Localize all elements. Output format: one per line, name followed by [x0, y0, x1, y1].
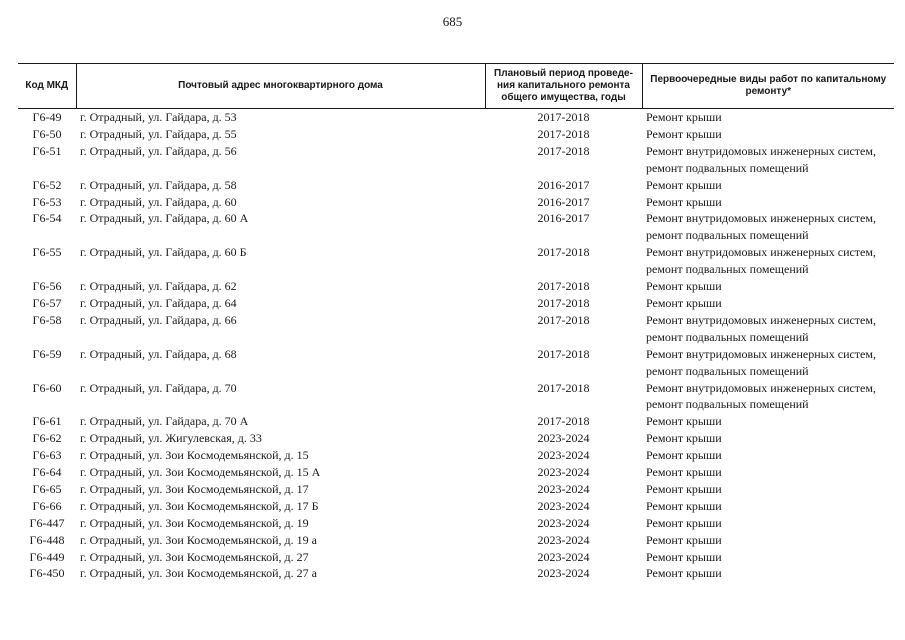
cell-address: г. Отрадный, ул. Гайдара, д. 56 — [80, 143, 237, 158]
table-row — [18, 126, 894, 143]
cell-address: г. Отрадный, ул. Гайдара, д. 68 — [80, 346, 237, 361]
cell-address: г. Отрадный, ул. Зои Космодемьянской, д. 19 — [80, 515, 309, 530]
work-type-line: Ремонт крыши — [646, 448, 722, 463]
cell-address: г. Отрадный, ул. Зои Космодемьянской, д. 15 А — [80, 465, 321, 480]
work-type-line: Ремонт внутридомовых инженерных систем, — [646, 380, 876, 395]
cell-period: 2023-2024 — [537, 465, 590, 480]
cell-address: г. Отрадный, ул. Гайдара, д. 70 — [80, 380, 237, 395]
cell-work-types — [642, 295, 894, 312]
table-row — [18, 177, 894, 194]
cell-code: Г6-64 — [32, 465, 62, 480]
cell-address: г. Отрадный, ул. Зои Космодемьянской, д. 27 — [80, 549, 309, 564]
cell-code: Г6-52 — [32, 177, 62, 192]
cell-code: Г6-58 — [32, 312, 62, 327]
table-row — [18, 109, 894, 126]
cell-address: г. Отрадный, ул. Зои Космодемьянской, д. 19 а — [80, 532, 317, 547]
work-type-line: ремонт подвальных помещений — [646, 397, 809, 412]
work-type-line: Ремонт крыши — [646, 566, 722, 581]
cell-work-types — [642, 565, 894, 582]
cell-period: 2017-2018 — [537, 279, 590, 294]
cell-code: Г6-450 — [29, 566, 65, 581]
cell-address: г. Отрадный, ул. Зои Космодемьянской, д. 17 — [80, 481, 309, 496]
cell-address: г. Отрадный, ул. Гайдара, д. 62 — [80, 279, 237, 294]
cell-work-types — [642, 312, 894, 346]
cell-work-types — [642, 549, 894, 566]
work-type-line: Ремонт крыши — [646, 549, 722, 564]
page-number: 685 — [442, 14, 463, 29]
cell-code: Г6-447 — [29, 515, 65, 530]
cell-code: Г6-65 — [32, 481, 62, 496]
cell-code: Г6-56 — [32, 279, 62, 294]
table-row — [18, 532, 894, 549]
cell-period: 2017-2018 — [537, 126, 590, 141]
table-row — [18, 430, 894, 447]
cell-period: 2023-2024 — [537, 549, 590, 564]
work-type-line: Ремонт крыши — [646, 126, 722, 141]
cell-code: Г6-62 — [32, 431, 62, 446]
cell-work-types — [642, 177, 894, 194]
cell-work-types — [642, 498, 894, 515]
cell-period: 2023-2024 — [537, 515, 590, 530]
table-row — [18, 312, 894, 346]
table-row — [18, 210, 894, 244]
cell-code: Г6-51 — [32, 143, 62, 158]
table-row — [18, 346, 894, 380]
work-type-line: Ремонт крыши — [646, 279, 722, 294]
work-type-line: Ремонт внутридомовых инженерных систем, — [646, 346, 876, 361]
cell-period: 2016-2017 — [537, 177, 590, 192]
cell-code: Г6-61 — [32, 414, 62, 429]
cell-code: Г6-57 — [32, 295, 62, 310]
cell-code: Г6-50 — [32, 126, 62, 141]
cell-address: г. Отрадный, ул. Жигулевская, д. 33 — [80, 431, 262, 446]
work-type-line: Ремонт крыши — [646, 431, 722, 446]
work-type-line: Ремонт крыши — [646, 295, 722, 310]
work-type-line: Ремонт крыши — [646, 515, 722, 530]
header-work-types: Первоочередные виды работ по капитальному ремонту* — [642, 64, 894, 109]
cell-period: 2023-2024 — [537, 431, 590, 446]
cell-work-types — [642, 109, 894, 126]
cell-address: г. Отрадный, ул. Гайдара, д. 70 А — [80, 414, 249, 429]
cell-work-types — [642, 194, 894, 211]
table-row — [18, 464, 894, 481]
cell-period: 2017-2018 — [537, 414, 590, 429]
cell-work-types — [642, 447, 894, 464]
cell-period: 2017-2018 — [537, 245, 590, 260]
cell-code: Г6-59 — [32, 346, 62, 361]
table-row — [18, 143, 894, 177]
cell-period: 2023-2024 — [537, 498, 590, 513]
cell-code: Г6-54 — [32, 211, 62, 226]
work-type-line: ремонт подвальных помещений — [646, 160, 809, 175]
cell-address: г. Отрадный, ул. Гайдара, д. 53 — [80, 110, 237, 124]
work-type-line: Ремонт крыши — [646, 465, 722, 480]
cell-period: 2017-2018 — [537, 312, 590, 327]
table-row — [18, 481, 894, 498]
table-row — [18, 194, 894, 211]
cell-work-types — [642, 210, 894, 244]
cell-code: Г6-55 — [32, 245, 62, 260]
work-type-line: Ремонт крыши — [646, 110, 722, 124]
cell-work-types — [642, 430, 894, 447]
cell-work-types — [642, 532, 894, 549]
cell-address: г. Отрадный, ул. Гайдара, д. 64 — [80, 295, 237, 310]
cell-address: г. Отрадный, ул. Гайдара, д. 60 — [80, 194, 237, 209]
cell-work-types — [642, 278, 894, 295]
table-row — [18, 244, 894, 278]
cell-period: 2016-2017 — [537, 194, 590, 209]
cell-address: г. Отрадный, ул. Зои Космодемьянской, д. 27 а — [80, 566, 317, 581]
cell-code: Г6-66 — [32, 498, 62, 513]
cell-work-types — [642, 380, 894, 414]
cell-period: 2017-2018 — [537, 143, 590, 158]
cell-period: 2023-2024 — [537, 481, 590, 496]
cell-code: Г6-53 — [32, 194, 62, 209]
work-type-line: Ремонт крыши — [646, 481, 722, 496]
table-row — [18, 278, 894, 295]
header-address: Почтовый адрес многоквартирного дома — [76, 64, 485, 109]
table-row — [18, 380, 894, 414]
header-period: Плановый период проведе-ния капитального ремонта общего имущества, годы — [485, 64, 642, 109]
work-type-line: Ремонт крыши — [646, 498, 722, 513]
cell-address: г. Отрадный, ул. Зои Космодемьянской, д. 17 Б — [80, 498, 319, 513]
cell-work-types — [642, 464, 894, 481]
work-type-line: ремонт подвальных помещений — [646, 262, 809, 277]
cell-code: Г6-449 — [29, 549, 65, 564]
cell-period: 2017-2018 — [537, 110, 590, 124]
cell-work-types — [642, 126, 894, 143]
cell-code: Г6-49 — [32, 110, 62, 124]
cell-address: г. Отрадный, ул. Гайдара, д. 55 — [80, 126, 237, 141]
work-type-line: Ремонт крыши — [646, 532, 722, 547]
cell-address: г. Отрадный, ул. Гайдара, д. 58 — [80, 177, 237, 192]
cell-period: 2023-2024 — [537, 448, 590, 463]
work-type-line: ремонт подвальных помещений — [646, 329, 809, 344]
cell-code: Г6-63 — [32, 448, 62, 463]
work-type-line: Ремонт крыши — [646, 177, 722, 192]
cell-work-types — [642, 413, 894, 430]
cell-period: 2023-2024 — [537, 532, 590, 547]
cell-period: 2023-2024 — [537, 566, 590, 581]
work-type-line: Ремонт крыши — [646, 414, 722, 429]
cell-work-types — [642, 481, 894, 498]
cell-address: г. Отрадный, ул. Гайдара, д. 66 — [80, 312, 237, 327]
cell-code: Г6-448 — [29, 532, 65, 547]
cell-work-types — [642, 346, 894, 380]
work-type-line: Ремонт внутридомовых инженерных систем, — [646, 143, 876, 158]
cell-period: 2017-2018 — [537, 295, 590, 310]
work-type-line: ремонт подвальных помещений — [646, 363, 809, 378]
table-row — [18, 295, 894, 312]
work-type-line: Ремонт внутридомовых инженерных систем, — [646, 245, 876, 260]
table-row — [18, 565, 894, 582]
cell-period: 2017-2018 — [537, 346, 590, 361]
work-type-line: ремонт подвальных помещений — [646, 228, 809, 243]
cell-period: 2017-2018 — [537, 380, 590, 395]
cell-period: 2016-2017 — [537, 211, 590, 226]
cell-work-types — [642, 143, 894, 177]
header-code: Код МКД — [18, 64, 76, 109]
cell-work-types — [642, 515, 894, 532]
work-type-line: Ремонт внутридомовых инженерных систем, — [646, 211, 876, 226]
cell-address: г. Отрадный, ул. Гайдара, д. 60 Б — [80, 245, 247, 260]
table-body — [18, 109, 894, 583]
table-row — [18, 413, 894, 430]
cell-code: Г6-60 — [32, 380, 62, 395]
cell-work-types — [642, 244, 894, 278]
work-type-line: Ремонт крыши — [646, 194, 722, 209]
table-header — [18, 64, 894, 109]
table-row — [18, 447, 894, 464]
table-row — [18, 549, 894, 566]
table-row — [18, 515, 894, 532]
table-row — [18, 498, 894, 515]
repair-schedule-table — [18, 63, 894, 582]
cell-address: г. Отрадный, ул. Зои Космодемьянской, д. 15 — [80, 448, 309, 463]
work-type-line: Ремонт внутридомовых инженерных систем, — [646, 312, 876, 327]
cell-address: г. Отрадный, ул. Гайдара, д. 60 А — [80, 211, 249, 226]
